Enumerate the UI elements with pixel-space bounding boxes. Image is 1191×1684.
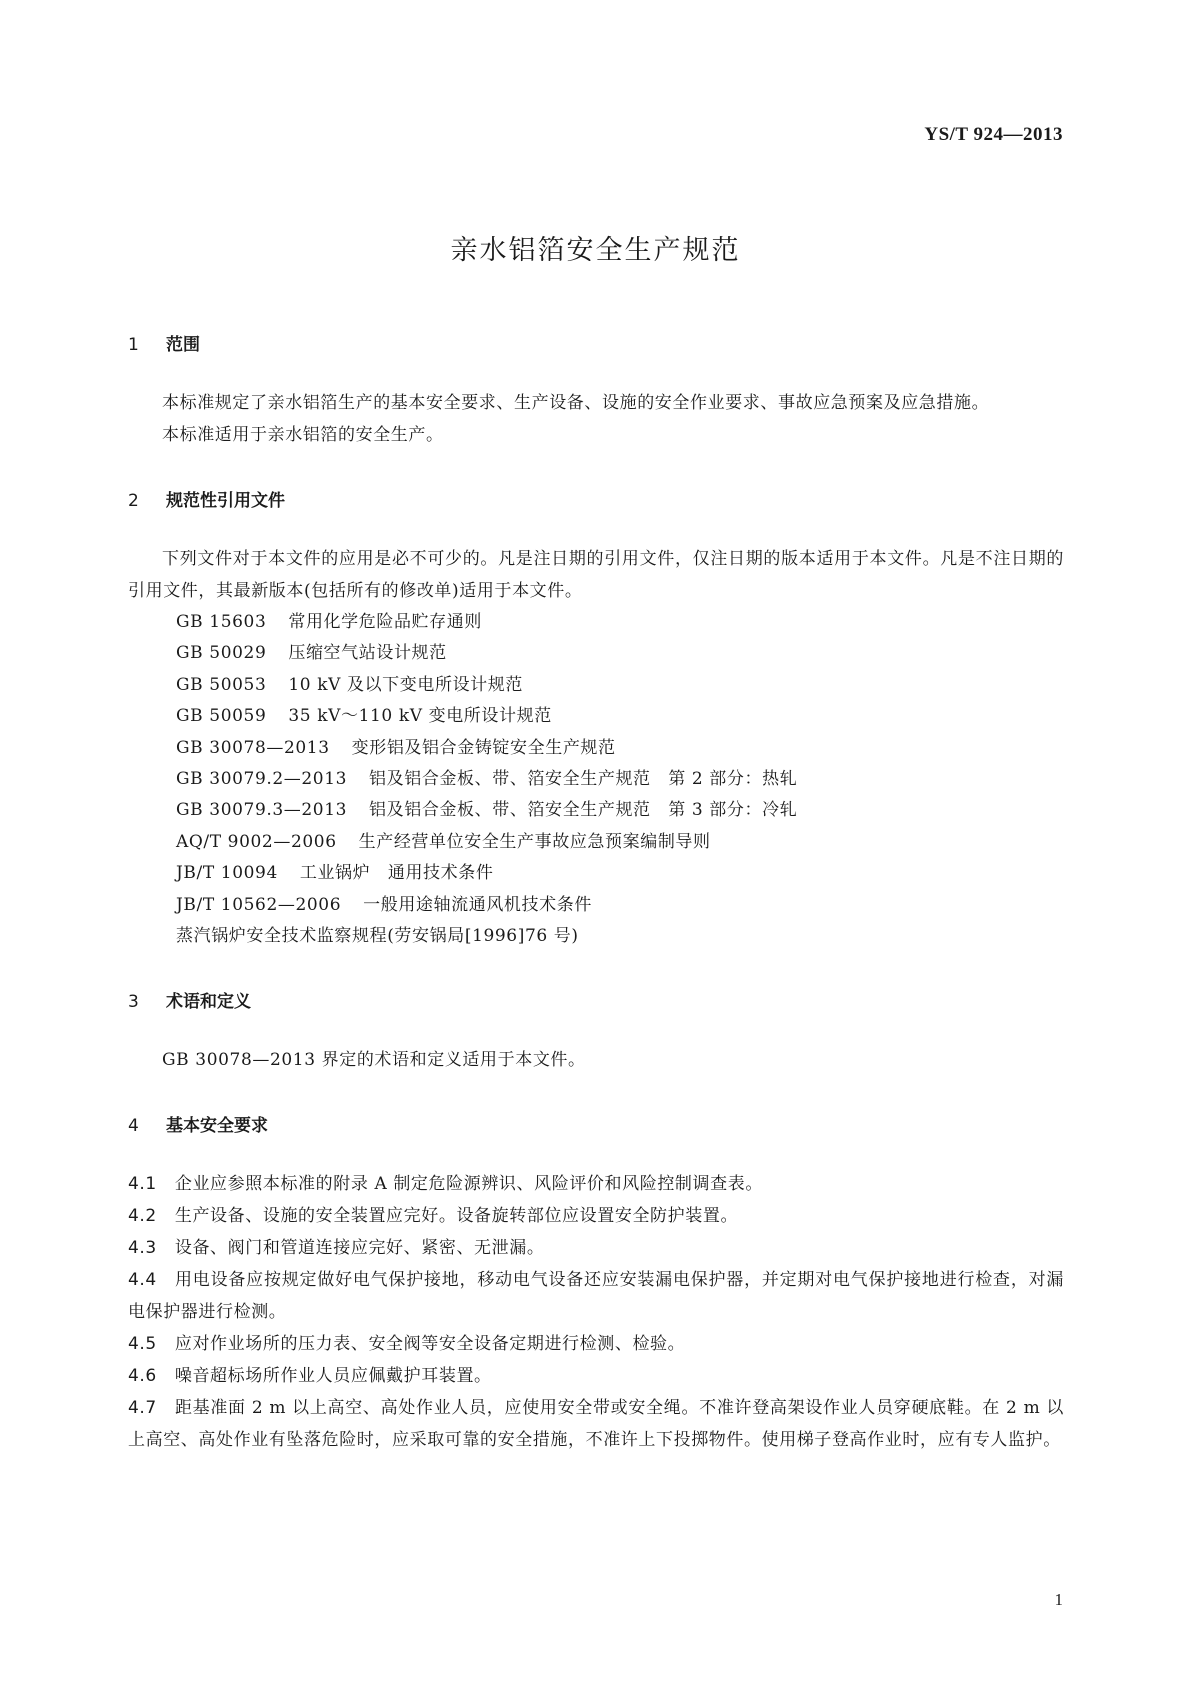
requirement-item [128, 1360, 1064, 1392]
paragraph: 本标准适用于亲水铝箔的安全生产。 [162, 425, 444, 445]
section-title: 范围 [166, 335, 200, 355]
reference-item [128, 858, 1064, 889]
reference-title: 蒸汽锅炉安全技术监察规程(劳安锅局[1996]76 号) [176, 926, 579, 947]
reference-code: GB 50059 [176, 706, 267, 727]
reference-code: AQ/T 9002—2006 [176, 831, 337, 852]
requirement-item [128, 1232, 1064, 1264]
section-title: 术语和定义 [166, 992, 251, 1013]
reference-title: 工业锅炉 通用技术条件 [299, 863, 494, 884]
item-number: 4.2 [128, 1206, 157, 1227]
paragraph: 本标准规定了亲水铝箔生产的基本安全要求、生产设备、设施的安全作业要求、事故应急预案及应急措施。 [162, 393, 990, 413]
reference-title: 变形铝及铝合金铸锭安全生产规范 [351, 737, 616, 758]
reference-item [128, 795, 1064, 826]
reference-title: 35 kV～110 kV 变电所设计规范 [288, 706, 552, 727]
reference-title: 铝及铝合金板、带、箔安全生产规范 第 2 部分：热轧 [369, 769, 798, 790]
reference-title: 一般用途轴流通风机技术条件 [363, 894, 592, 915]
item-number: 4.3 [128, 1238, 157, 1259]
section-heading-terms [128, 990, 1064, 1014]
paragraph: 下列文件对于本文件的应用是必不可少的。凡是注日期的引用文件，仅注日期的版本适用于本文件。凡是不注日期的引用文件，其最新版本(包括所有的修改单)适用于本文件。 [128, 549, 1064, 601]
reference-item [128, 764, 1064, 795]
reference-title: 生产经营单位安全生产事故应急预案编制导则 [358, 831, 711, 852]
reference-item [128, 733, 1064, 764]
item-number: 4.5 [128, 1334, 157, 1355]
section-title: 基本安全要求 [166, 1116, 268, 1137]
requirement-list [128, 1168, 1064, 1456]
document-body [128, 333, 1064, 1456]
requirement-item [128, 1200, 1064, 1232]
item-text: 设备、阀门和管道连接应完好、紧密、无泄漏。 [174, 1238, 545, 1259]
item-text: 生产设备、设施的安全装置应完好。设备旋转部位应设置安全防护装置。 [174, 1206, 739, 1227]
reference-title: 常用化学危险品贮存通则 [288, 612, 482, 632]
reference-code: GB 30079.2—2013 [176, 769, 348, 790]
reference-code: GB 50053 [176, 674, 267, 695]
requirement-item [128, 1328, 1064, 1360]
reference-list [128, 607, 1064, 952]
section-heading-scope [128, 333, 1064, 357]
page-number: 1 [1054, 1590, 1063, 1609]
item-text: 应对作业场所的压力表、安全阀等安全设备定期进行检测、检验。 [174, 1334, 686, 1355]
section-heading-normative-references [128, 489, 1064, 513]
section-number: 4 [128, 1116, 139, 1137]
reference-title: 10 kV 及以下变电所设计规范 [288, 674, 523, 695]
reference-item [128, 638, 1064, 669]
item-number: 4.1 [128, 1174, 157, 1195]
requirement-item [128, 1168, 1064, 1200]
reference-code: GB 50029 [176, 643, 267, 664]
reference-item [128, 890, 1064, 921]
section-number: 1 [128, 335, 139, 355]
section-heading-basic-safety [128, 1114, 1064, 1138]
item-number: 4.4 [128, 1270, 157, 1291]
reference-item [128, 607, 1064, 638]
section-number: 3 [128, 992, 139, 1013]
section-title: 规范性引用文件 [166, 491, 285, 511]
item-number: 4.7 [128, 1398, 157, 1419]
item-text: 用电设备应按规定做好电气保护接地，移动电气设备还应安装漏电保护器，并定期对电气保护接地进行检查，对漏电保护器进行检测。 [128, 1270, 1064, 1323]
reference-code: GB 30079.3—2013 [176, 800, 348, 821]
item-text: 企业应参照本标准的附录 A 制定危险源辨识、风险评价和风险控制调查表。 [174, 1174, 763, 1195]
reference-code: JB/T 10094 [176, 863, 278, 884]
reference-code: GB 30078—2013 [176, 737, 330, 758]
item-number: 4.6 [128, 1366, 157, 1387]
requirement-item [128, 1264, 1064, 1328]
paragraph: GB 30078—2013 界定的术语和定义适用于本文件。 [162, 1050, 586, 1071]
requirement-item [128, 1392, 1064, 1456]
reference-code: JB/T 10562—2006 [176, 894, 342, 915]
reference-item [128, 701, 1064, 732]
reference-code: GB 15603 [176, 612, 267, 632]
reference-item [128, 670, 1064, 701]
reference-item [128, 921, 1064, 952]
item-text: 噪音超标场所作业人员应佩戴护耳装置。 [174, 1366, 492, 1387]
standard-number: YS/T 924—2013 [924, 124, 1063, 145]
reference-title: 压缩空气站设计规范 [288, 643, 447, 664]
reference-title: 铝及铝合金板、带、箔安全生产规范 第 3 部分：冷轧 [369, 800, 798, 821]
reference-item [128, 827, 1064, 858]
item-text: 距基准面 2 m 以上高空、高处作业人员，应使用安全带或安全绳。不准许登高架设作业人员穿硬底鞋。在 2 m 以上高空、高处作业有坠落危险时，应采取可靠的安全措施，不准许上下投掷物件。使用梯子登高作业时，应有专人监护。 [128, 1398, 1064, 1451]
section-number: 2 [128, 491, 139, 511]
document-title: 亲水铝箔安全生产规范 [450, 235, 741, 266]
